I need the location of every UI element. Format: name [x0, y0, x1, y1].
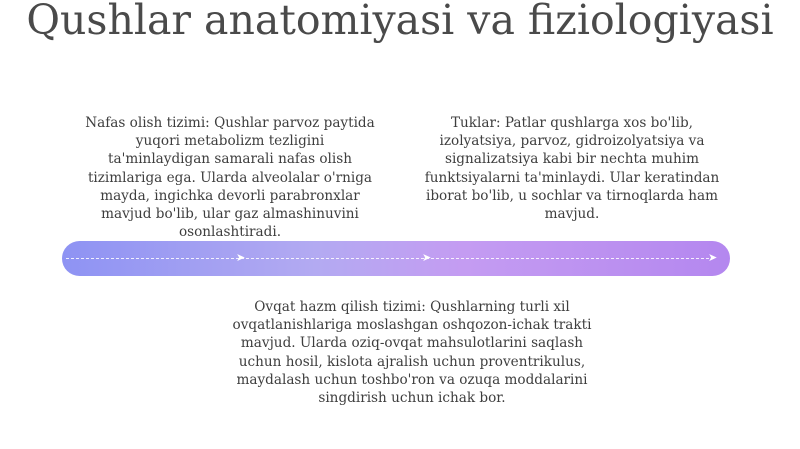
- page-title: Qushlar anatomiyasi va fiziologiyasi: [26, 0, 774, 44]
- arrow-right-icon: ➤: [422, 251, 432, 264]
- timeline-bar: [62, 241, 730, 276]
- arrow-right-icon: ➤: [708, 251, 718, 264]
- arrow-right-icon: ➤: [236, 251, 246, 264]
- text-block-nafas-olish: Nafas olish tizimi: Qushlar parvoz paytida yuqori metabolizm tezligini ta'minlaydigan samarali nafas olish tizimlariga ega. Ularda alveolalar o'rniga mayda, ingichka devorli parabronxlar mavjud bo'lib, ular gaz almashinuvini osonlashtiradi.: [85, 115, 375, 241]
- text-block-ovqat-hazm: Ovqat hazm qilish tizimi: Qushlarning turli xil ovqatlanishlariga moslashgan oshqozon-ichak trakti mavjud. Ularda oziq-ovqat mahsulotlarini saqlash uchun hosil, kislota ajralish uchun proventrikulus, maydalash uchun toshbo'ron va ozuqa moddalarini singdirish uchun ichak bor.: [232, 299, 592, 407]
- timeline-dashed-line: [66, 258, 714, 259]
- text-block-tuklar: Tuklar: Patlar qushlarga xos bo'lib, izolyatsiya, parvoz, gidroizolyatsiya va signalizatsiya kabi bir nechta muhim funktsiyalarni ta'minlaydi. Ular keratindan iborat bo'lib, u sochlar va tirnoqlarda ham mavjud.: [424, 115, 720, 223]
